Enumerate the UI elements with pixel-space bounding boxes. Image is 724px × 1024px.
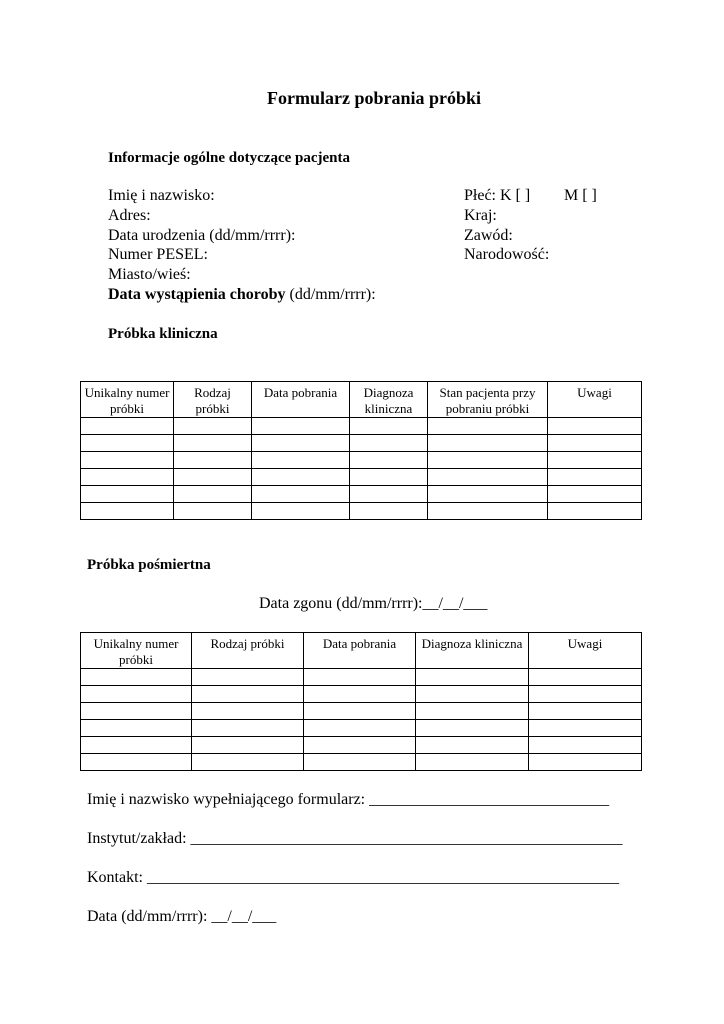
column-header: Diagnoza kliniczna (350, 382, 428, 418)
table-cell[interactable] (252, 452, 350, 469)
table-cell[interactable] (81, 669, 192, 686)
table-row (81, 503, 642, 520)
table-row (81, 703, 642, 720)
table-cell[interactable] (252, 435, 350, 452)
column-header: Uwagi (529, 633, 642, 669)
table-cell[interactable] (416, 686, 529, 703)
table-row (81, 669, 642, 686)
table-cell[interactable] (252, 486, 350, 503)
table-cell[interactable] (81, 686, 192, 703)
table-cell[interactable] (192, 720, 304, 737)
column-header: Data pobrania (304, 633, 416, 669)
table-cell[interactable] (416, 703, 529, 720)
table-cell[interactable] (416, 669, 529, 686)
table-cell[interactable] (304, 686, 416, 703)
clinical-sample-table (80, 381, 642, 520)
table-row (81, 486, 642, 503)
table-cell[interactable] (548, 469, 642, 486)
table-cell[interactable] (304, 737, 416, 754)
field-sex-male: M [ ] (564, 187, 597, 204)
postmortem-section-heading: Próbka pośmiertna (87, 557, 211, 573)
table-row (81, 452, 642, 469)
onset-label-bold: Data wystąpienia choroby (108, 286, 286, 303)
postmortem-sample-table (80, 632, 642, 771)
table-cell[interactable] (192, 686, 304, 703)
column-header: Stan pacjenta przy pobraniu próbki (428, 382, 548, 418)
table-cell[interactable] (548, 486, 642, 503)
table-cell[interactable] (548, 503, 642, 520)
table-cell[interactable] (252, 469, 350, 486)
column-header: Rodzaj próbki (192, 633, 304, 669)
column-header: Unikalny numer próbki (81, 382, 174, 418)
table-row (81, 686, 642, 703)
table-cell[interactable] (529, 754, 642, 771)
field-address-label: Adres: (108, 207, 151, 224)
field-city-label: Miasto/wieś: (108, 266, 191, 283)
table-cell[interactable] (174, 469, 252, 486)
table-cell[interactable] (350, 486, 428, 503)
table-cell[interactable] (192, 703, 304, 720)
page-title: Formularz pobrania próbki (266, 88, 481, 108)
table-cell[interactable] (81, 469, 174, 486)
institute-field: Instytut/zakład: ______________________________________________________ (87, 830, 623, 847)
table-cell[interactable] (428, 503, 548, 520)
table-cell[interactable] (350, 435, 428, 452)
table-cell[interactable] (174, 435, 252, 452)
date-field: Data (dd/mm/rrrr): __/__/___ (87, 908, 277, 925)
column-header: Uwagi (548, 382, 642, 418)
field-pesel-label: Numer PESEL: (108, 246, 208, 263)
table-row (81, 737, 642, 754)
field-sex-female: Płeć: K [ ] (464, 187, 531, 204)
table-cell[interactable] (428, 469, 548, 486)
onset-label-rest: (dd/mm/rrrr): (289, 286, 376, 303)
column-header: Data pobrania (252, 382, 350, 418)
clinical-table-body (81, 418, 642, 520)
table-cell[interactable] (529, 669, 642, 686)
table-cell[interactable] (428, 418, 548, 435)
death-date-field: Data zgonu (dd/mm/rrrr):__/__/___ (259, 595, 488, 612)
table-cell[interactable] (416, 737, 529, 754)
table-cell[interactable] (81, 452, 174, 469)
table-cell[interactable] (428, 435, 548, 452)
table-cell[interactable] (81, 703, 192, 720)
table-cell[interactable] (81, 720, 192, 737)
table-cell[interactable] (81, 737, 192, 754)
table-cell[interactable] (81, 754, 192, 771)
table-cell[interactable] (416, 754, 529, 771)
table-cell[interactable] (252, 503, 350, 520)
table-cell[interactable] (529, 737, 642, 754)
postmortem-table-body (81, 669, 642, 771)
field-birthdate-label: Data urodzenia (dd/mm/rrrr): (108, 227, 296, 244)
table-cell[interactable] (428, 486, 548, 503)
table-cell[interactable] (174, 418, 252, 435)
table-cell[interactable] (81, 486, 174, 503)
table-cell[interactable] (174, 503, 252, 520)
field-name-label: Imię i nazwisko: (108, 187, 215, 204)
table-cell[interactable] (81, 435, 174, 452)
table-row (81, 418, 642, 435)
table-cell[interactable] (304, 754, 416, 771)
field-country-label: Kraj: (464, 207, 497, 224)
table-row (81, 754, 642, 771)
table-cell[interactable] (350, 452, 428, 469)
field-occupation-label: Zawód: (464, 227, 513, 244)
table-cell[interactable] (416, 720, 529, 737)
table-cell[interactable] (529, 686, 642, 703)
column-header: Rodzaj próbki (174, 382, 252, 418)
table-cell[interactable] (252, 418, 350, 435)
table-cell[interactable] (174, 452, 252, 469)
table-cell[interactable] (304, 669, 416, 686)
clinical-section-heading: Próbka kliniczna (108, 326, 218, 342)
table-cell[interactable] (529, 720, 642, 737)
table-cell[interactable] (81, 418, 174, 435)
table-cell[interactable] (304, 720, 416, 737)
table-cell[interactable] (548, 418, 642, 435)
contact-field: Kontakt: ___________________________________________________________ (87, 869, 619, 886)
table-cell[interactable] (304, 703, 416, 720)
table-cell[interactable] (192, 669, 304, 686)
table-cell[interactable] (192, 737, 304, 754)
table-cell[interactable] (350, 503, 428, 520)
column-header: Diagnoza kliniczna (416, 633, 529, 669)
table-cell[interactable] (192, 754, 304, 771)
patient-section-heading: Informacje ogólne dotyczące pacjenta (108, 150, 351, 166)
table-row (81, 720, 642, 737)
table-cell[interactable] (81, 503, 174, 520)
table-row (81, 469, 642, 486)
table-cell[interactable] (428, 452, 548, 469)
table-cell[interactable] (548, 452, 642, 469)
table-cell[interactable] (529, 703, 642, 720)
table-header-row (81, 382, 642, 418)
table-cell[interactable] (174, 486, 252, 503)
table-row (81, 435, 642, 452)
field-onset-label (108, 286, 376, 304)
filler-name-field: Imię i nazwisko wypełniającego formularz: ______________________________ (87, 791, 610, 808)
table-header-row (81, 633, 642, 669)
table-cell[interactable] (350, 418, 428, 435)
column-header: Unikalny numer próbki (81, 633, 192, 669)
field-nationality-label: Narodowość: (464, 246, 550, 263)
table-cell[interactable] (350, 469, 428, 486)
table-cell[interactable] (548, 435, 642, 452)
